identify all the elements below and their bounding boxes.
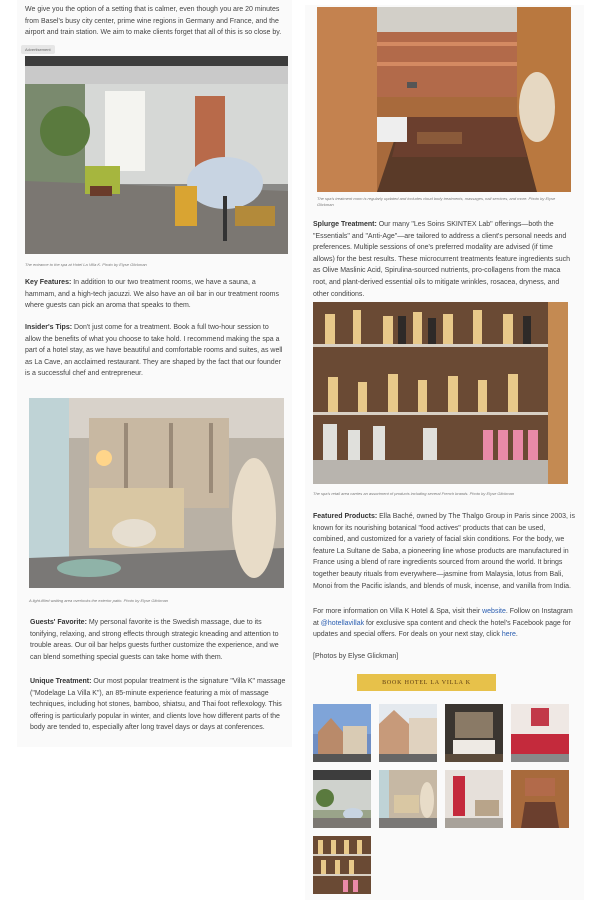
gallery-thumb-5-illustration xyxy=(313,770,371,828)
retail-shelves-illustration xyxy=(313,302,568,484)
photo-credit: [Photos by Elyse Glickman] xyxy=(313,653,399,660)
insider-tips-text: Don't just come for a treatment. Book a full two-hour session to allow the benefits of what you choose to take hold. I recommend making the spa a part of a hotel stay, as we have beautiful and comfortable rooms and suites, as well as La Cave, an acclaimed restaurant. They are shaped by the fact that our founder is a successful chef and entrepreneur. xyxy=(25,324,283,378)
gallery-thumb-1-illustration xyxy=(313,704,371,762)
intro-paragraph: We give you the option of a setting that is calmer, even though you are 20 minutes from Basel's busy city center, prime wine regions in Germany and France, and the airport and train station. We aim to make clients forget that all of this is so close by. xyxy=(25,6,282,37)
splurge-treatment-text: Our many "Les Soins SKINTEX Lab" offerings—both the "Essentials" and "Anti-Age"—are tailored to address a client's personal needs and preferences. Multiple sessions of one's preferred modality are advised (if time allows) for the best results. These microcurrent treatments feature ingredients such as Olive Maslinic Acid, Spirulina-sourced nutrients, pro-collagens from the maca root, and plant-derived essential oils to mitigate wrinkles, rosacea, dryness, and other conditions. xyxy=(313,221,571,298)
instagram-link[interactable]: @hotellavillak xyxy=(320,619,365,627)
gallery-thumb-3[interactable] xyxy=(445,704,503,762)
guests-favorite-label: Guests' Favorite: xyxy=(30,619,87,626)
book-hotel-button[interactable]: BOOK HOTEL LA VILLA K xyxy=(357,674,496,691)
retail-area-photo[interactable] xyxy=(313,302,568,484)
more-info-text-4: . xyxy=(515,631,518,639)
left-article-column xyxy=(17,0,292,747)
splurge-treatment-label: Splurge Treatment: xyxy=(313,221,377,228)
gallery-thumb-5[interactable] xyxy=(313,770,371,828)
waiting-area-caption: A light-filled waiting area overlooks the exterior patio. Photo by Elyse Glickman xyxy=(29,598,169,603)
waiting-area-photo[interactable] xyxy=(29,398,284,588)
unique-treatment-label: Unique Treatment: xyxy=(30,678,92,685)
more-info-paragraph xyxy=(313,606,577,641)
gallery-thumb-6[interactable] xyxy=(379,770,437,828)
more-info-text-2: . Follow on Instagram at xyxy=(313,608,573,627)
gallery-thumb-6-illustration xyxy=(379,770,437,828)
insider-tips-label: Insider's Tips: xyxy=(25,324,73,331)
advertisement-label: Advertisement xyxy=(21,45,55,54)
gallery-thumb-9-illustration xyxy=(313,836,371,894)
key-features-text: In addition to our two treatment rooms, we have a sauna, a hammam, and a high-tech jacuzzi. We also have an oil bar in our treatment rooms where guests can pick an aroma that speaks to them. xyxy=(25,279,279,310)
gallery-thumb-7[interactable] xyxy=(445,770,503,828)
gallery-thumb-2[interactable] xyxy=(379,704,437,762)
guests-favorite-paragraph xyxy=(30,617,288,663)
insider-tips-paragraph xyxy=(25,322,285,380)
gallery-thumb-8-illustration xyxy=(511,770,569,828)
entrance-photo-caption: The entrance to the spa at Hotel La Villa K. Photo by Elyse Glickman xyxy=(25,262,147,267)
featured-products-text: Ella Baché, owned by The Thalgo Group in Paris since 2003, is known for its nourishing botanical "food actives" products that can be used, combined, and customized for a variety of facial skin conditions. For the body, we feature La Sultane de Saba, a pioneering line whose products are manufactured in France using a blend of rare ingredients sourced from around the world. It brings together beauty rituals from everywhere—jasmine from Malaysia, lotus from Bali, Monoi from the Pacific islands, and blends of musk, incense, and vanilla from India. xyxy=(313,513,575,590)
featured-products-paragraph xyxy=(313,511,577,592)
gallery-thumb-8[interactable] xyxy=(511,770,569,828)
featured-products-label: Featured Products: xyxy=(313,513,378,520)
gallery-thumb-1[interactable] xyxy=(313,704,371,762)
key-features-label: Key Features: xyxy=(25,279,72,286)
splurge-treatment-paragraph xyxy=(313,219,575,300)
spa-entrance-photo[interactable] xyxy=(25,56,288,254)
gallery-thumb-4-illustration xyxy=(511,704,569,762)
gallery-thumb-7-illustration xyxy=(445,770,503,828)
website-link[interactable]: website xyxy=(482,608,506,615)
treatment-room-caption: The spa's treatment room is regularly updated and includes cloud body treatments, massages, nail services, and more. Photo by Elyse Glickman xyxy=(317,196,556,207)
treatment-room-illustration xyxy=(317,7,571,192)
key-features-paragraph xyxy=(25,277,285,312)
deals-here-link[interactable]: here xyxy=(501,631,516,639)
gallery-thumb-2-illustration xyxy=(379,704,437,762)
waiting-area-illustration xyxy=(29,398,284,588)
spa-entrance-illustration xyxy=(25,56,288,254)
unique-treatment-text: Our most popular treatment is the signature "Villa K" massage ("Modelage La Villa K"), an 85-minute experience featuring a mix of massage techniques, including hot stones, bamboo, shiatsu, and Thai foot reflexology. This offering is particularly popular in winter, and clients love how different parts of the body are tended to, especially after long travel days or days at conferences. xyxy=(30,678,286,732)
more-info-text-3: for exclusive spa content and check the hotel's Facebook page for updates and special offers. For deals on your next stay, click xyxy=(313,619,571,639)
gallery-thumb-4[interactable] xyxy=(511,704,569,762)
retail-area-caption: The spa's retail area carries an assortment of products including several French brands. Photo by Elyse Glickman xyxy=(313,491,515,496)
right-article-column xyxy=(305,5,584,900)
gallery-thumb-9[interactable] xyxy=(313,836,371,894)
unique-treatment-paragraph xyxy=(30,676,288,734)
more-info-text-1: For more information on Villa K Hotel & Spa, visit their xyxy=(313,608,483,615)
gallery-thumb-3-illustration xyxy=(445,704,503,762)
treatment-room-photo[interactable] xyxy=(317,7,571,192)
guests-favorite-text: My personal favorite is the Swedish massage, due to its tonifying, relaxing, and strong effects through strategic kneading and attention to trouble areas. Our oil bar helps guests further customize the experience, and we can blend something special guests can take home with them. xyxy=(30,619,279,661)
